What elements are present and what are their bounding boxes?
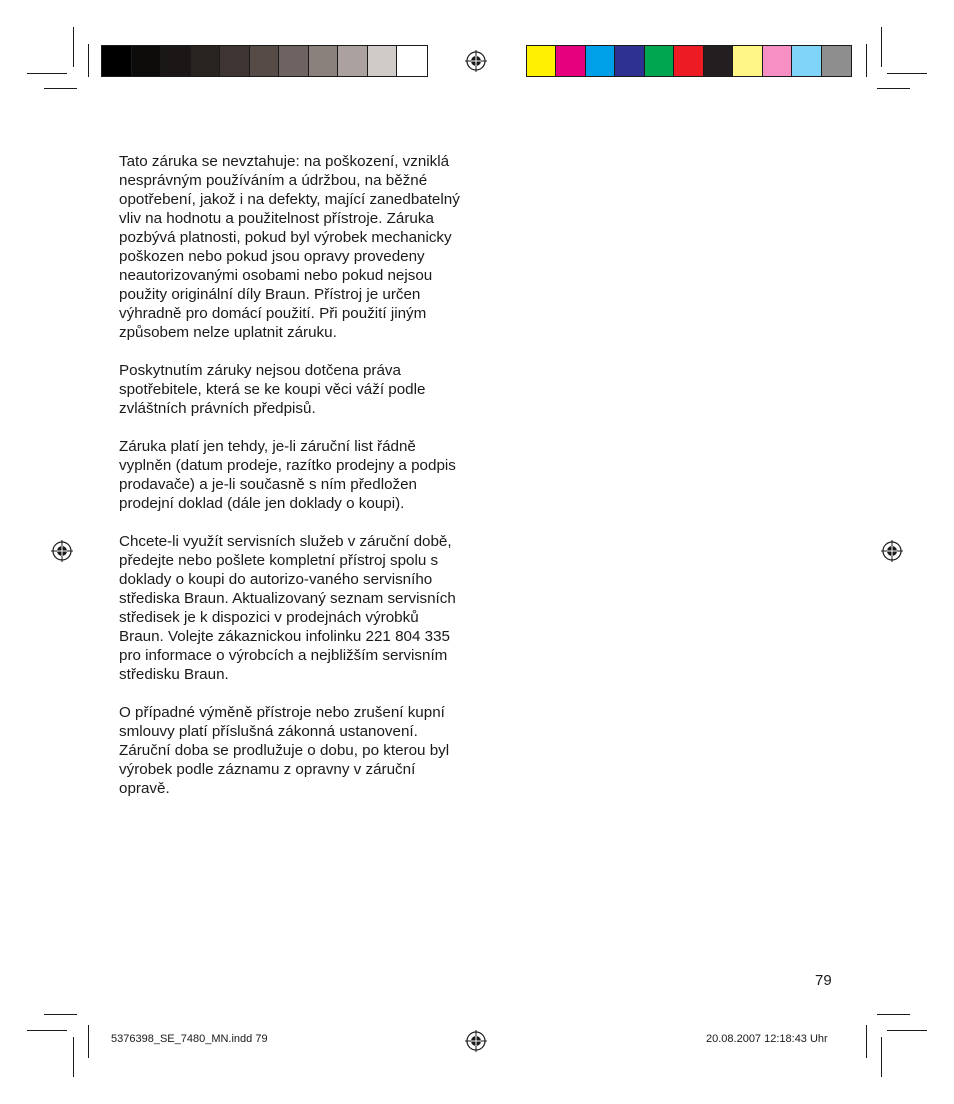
color-swatch [279,46,309,76]
process-color-bar [526,45,852,77]
color-swatch [132,46,162,76]
color-swatch [733,46,762,76]
crop-mark [881,1037,882,1077]
color-swatch [309,46,339,76]
color-swatch [338,46,368,76]
registration-mark-icon [465,50,487,72]
warranty-text [119,152,464,817]
color-swatch [586,46,615,76]
paragraph: O případné výměně přístroje nebo zrušení kupní smlouvy platí příslušná zákonná ustanovení. Záruční doba se prodlužuje o dobu, po kterou byl výrobek podle záznamu z opravny v záruční opravě. [119,704,450,797]
paragraph: Chcete-li využít servisních služeb v záruční době, předejte nebo pošlete kompletní přístroj spolu s doklady o koupi do autorizo-vaného servisního střediska Braun. Aktualizovaný seznam servisních středisek je k dispozici v prodejnách výrobků Braun. Volejte zákaznickou infolinku 221 804 335 pro informace o výrobcích a nejbližším servisním středisku Braun. [119,533,456,683]
color-swatch [220,46,250,76]
paragraph: Poskytnutím záruky nejsou dotčena práva spotřebitele, která se ke koupi věci váží podle zvláštních právních předpisů. [119,362,426,417]
color-swatch [250,46,280,76]
registration-mark-icon [465,1030,487,1052]
crop-mark [73,1037,74,1077]
crop-mark [73,27,74,67]
crop-mark [27,1030,67,1031]
crop-mark [881,27,882,67]
paragraph: Tato záruka se nevztahuje: na poškození, vzniklá nesprávným používáním a údržbou, na běžné opotřebení, jakož i na defekty, mající zanedbatelný vliv na hodnotu a použitelnost přístroje. Záruka pozbývá platnosti, pokud byl výrobek mechanicky poškozen nebo pokud jsou opravy provedeny neautorizovanými osobami nebo pokud nejsou použity originální díly Braun. Přístroj je určen výhradně pro domácí použití. Při použití jiným způsobem nelze uplatnit záruku. [119,153,460,341]
color-swatch [674,46,703,76]
crop-mark [887,73,927,74]
color-swatch [397,46,427,76]
slug-timestamp: 20.08.2007 12:18:43 Uhr [706,1033,828,1045]
paragraph: Záruka platí jen tehdy, je-li záruční list řádně vyplněn (datum prodeje, razítko prodejny a podpis prodavače) a je-li současně s ním předložen prodejní doklad (dále jen doklady o koupi). [119,438,456,512]
color-swatch [161,46,191,76]
crop-mark [44,1014,77,1015]
crop-mark [88,44,89,77]
crop-mark [27,73,67,74]
color-swatch [645,46,674,76]
color-swatch [368,46,398,76]
registration-mark-icon [51,540,73,562]
color-swatch [822,46,851,76]
color-swatch [792,46,821,76]
color-swatch [102,46,132,76]
color-swatch [615,46,644,76]
crop-mark [866,44,867,77]
crop-mark [88,1025,89,1058]
color-swatch [556,46,585,76]
slug-file: 5376398_SE_7480_MN.indd 79 [111,1033,268,1045]
color-swatch [527,46,556,76]
crop-mark [877,1014,910,1015]
grayscale-color-bar [101,45,428,77]
registration-mark-icon [881,540,903,562]
crop-mark [877,88,910,89]
crop-mark [866,1025,867,1058]
color-swatch [763,46,792,76]
color-swatch [704,46,733,76]
crop-mark [887,1030,927,1031]
color-swatch [191,46,221,76]
page-number: 79 [815,972,832,989]
crop-mark [44,88,77,89]
